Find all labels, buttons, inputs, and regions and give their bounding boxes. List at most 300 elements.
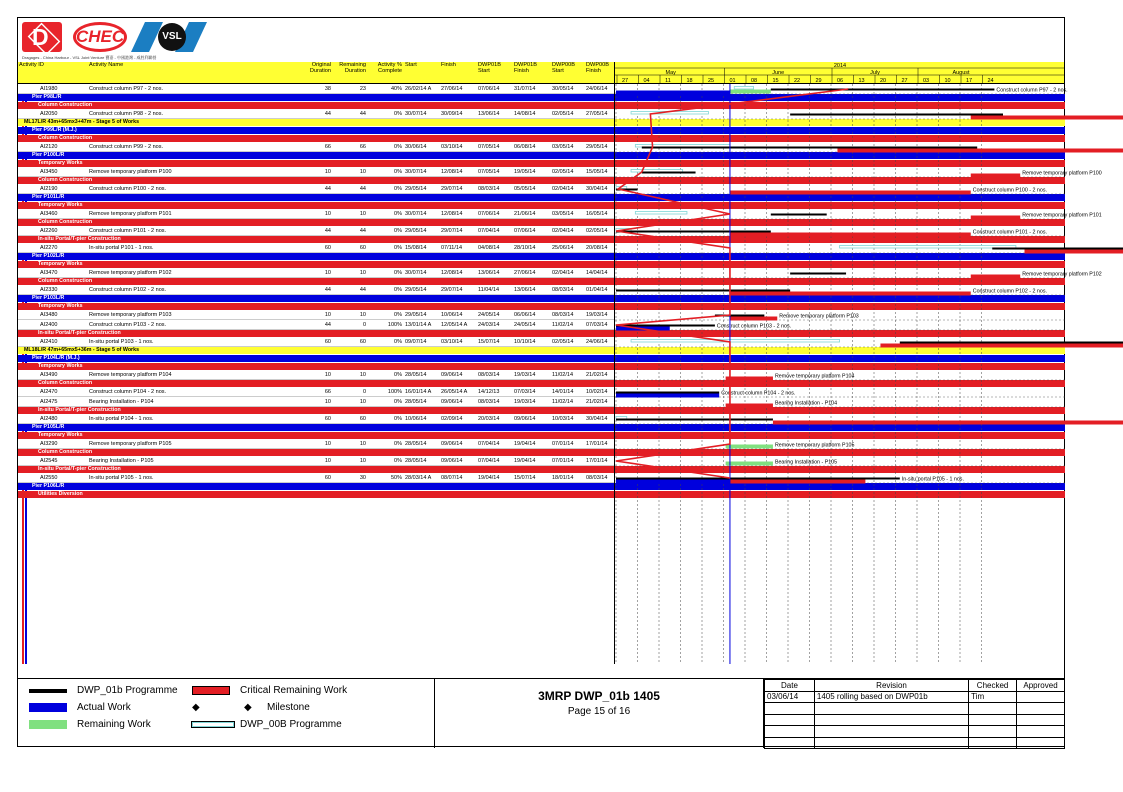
col-percent-complete[interactable]: Activity % Complete: [377, 62, 402, 74]
wbs-work-band[interactable]: Column Construction: [18, 135, 614, 142]
wbs-pier-band[interactable]: Pier P102L/R: [18, 253, 614, 260]
wbs-work-band[interactable]: Column Construction: [18, 278, 614, 285]
cell-start: 29/05/14: [405, 287, 427, 293]
timeline-year: 2014: [833, 63, 847, 69]
rev-empty-cell: [969, 726, 1017, 738]
cell-b1f: 19/05/14: [514, 169, 536, 175]
wbs-pier-band[interactable]: Pier P100L/R: [18, 152, 614, 159]
bar-critical[interactable]: [1025, 250, 1123, 254]
table-row[interactable]: [18, 184, 614, 194]
gantt-band: [615, 466, 1065, 473]
legend-swatch-programme: [29, 689, 67, 693]
gantt-band: [615, 449, 1065, 456]
cell-od: 66: [324, 144, 331, 150]
cell-b0s: 14/01/14: [552, 389, 574, 395]
bar-critical[interactable]: [730, 191, 971, 195]
timeline-month: July: [870, 70, 880, 76]
table-row[interactable]: [18, 310, 614, 320]
cell-rd: 44: [359, 287, 366, 293]
cell-b0s: 07/01/14: [552, 458, 574, 464]
gantt-band: [615, 94, 1065, 101]
cell-b1s: 08/03/14: [478, 372, 500, 378]
cell-pc: 0%: [394, 458, 402, 464]
cell-b1s: 07/06/14: [478, 211, 500, 217]
cell-od: 10: [324, 169, 331, 175]
cell-rd: 44: [359, 228, 366, 234]
cell-start: 26/02/14 A: [405, 86, 432, 92]
col-dwp01b-finish[interactable]: DWP01B Finish: [514, 62, 538, 74]
rev-empty-cell: [969, 714, 1017, 726]
table-row[interactable]: [18, 268, 614, 278]
gantt-band: [615, 491, 1065, 498]
cell-start: 28/05/14: [405, 458, 427, 464]
cell-b0f: 02/05/14: [586, 228, 608, 234]
cell-id: AI3460: [40, 211, 58, 217]
gantt-band: [615, 424, 1065, 431]
col-remaining-duration[interactable]: Remaining Duration: [339, 62, 366, 74]
col-finish[interactable]: Finish: [441, 62, 456, 68]
legend-label: Actual Work: [77, 702, 131, 713]
col-activity-id[interactable]: Activity ID: [19, 62, 44, 68]
bar-critical[interactable]: [773, 421, 1123, 425]
cell-finish: 12/08/14: [441, 169, 463, 175]
cell-od: 10: [324, 458, 331, 464]
bar-critical[interactable]: [726, 377, 773, 381]
legend-label: Remaining Work: [77, 719, 151, 730]
cell-rd: 60: [359, 339, 366, 345]
gantt-svg: [615, 84, 1102, 664]
bar-label: Construct column P104 - 2 nos.: [721, 390, 796, 397]
bar-critical[interactable]: [726, 404, 773, 408]
cell-b1f: 19/04/14: [514, 458, 536, 464]
table-row[interactable]: [18, 473, 614, 483]
cell-b1f: 15/07/14: [514, 475, 536, 481]
wbs-work-band[interactable]: Temporary Works: [18, 432, 614, 439]
bar-dwp00b[interactable]: [840, 246, 1016, 249]
bar-label: Remove temporary platform P103: [779, 313, 859, 320]
wbs-work-band[interactable]: Temporary Works: [18, 303, 614, 310]
cell-finish: 03/10/14: [441, 339, 463, 345]
wbs-pier-band[interactable]: Pier P105L/R: [18, 424, 614, 431]
cell-b1s: 07/06/14: [478, 86, 500, 92]
legend-swatch-remaining: [29, 720, 67, 729]
cell-start: 29/05/14: [405, 228, 427, 234]
revision-table: [764, 679, 1065, 749]
cell-b0f: 17/01/14: [586, 458, 608, 464]
cell-od: 60: [324, 245, 331, 251]
cell-pc: 0%: [394, 144, 402, 150]
table-row[interactable]: [18, 167, 614, 177]
cell-b0f: 01/04/14: [586, 287, 608, 293]
wbs-work-band[interactable]: Column Construction: [18, 177, 614, 184]
cell-finish: 09/06/14: [441, 441, 463, 447]
cell-od: 10: [324, 270, 331, 276]
vsl-logo: VSL: [138, 22, 204, 52]
joint-venture-subline: Dragages - China Harbour - VSL Joint Venture 寶嘉 - 中國港灣 - 威胜利聯營: [22, 55, 157, 60]
wbs-stage-band[interactable]: ML17L/R 43m+65mx3+47m - Stage 5 of Works: [18, 119, 614, 126]
cell-b1f: 24/05/14: [514, 322, 536, 328]
table-row[interactable]: [18, 370, 614, 380]
cell-name: Construct column P103 - 2 nos.: [89, 322, 167, 328]
gantt-band: [615, 160, 1065, 167]
cell-finish: 10/06/14: [441, 312, 463, 318]
rev-empty-cell: [969, 703, 1017, 715]
col-start[interactable]: Start: [405, 62, 417, 68]
bar-dwp00b[interactable]: [631, 340, 840, 343]
bar-dwp00b[interactable]: [734, 87, 753, 90]
bar-programme[interactable]: [771, 214, 827, 216]
cell-id: AI3450: [40, 169, 58, 175]
cell-b1f: 09/06/14: [514, 416, 536, 422]
cell-b1s: 19/04/14: [478, 475, 500, 481]
cell-b0f: 19/03/14: [586, 312, 608, 318]
cell-id: AI2330: [40, 287, 58, 293]
rev-empty-cell: [814, 726, 968, 738]
wbs-pier-band[interactable]: Pier P99L/R (M.J.): [18, 127, 614, 134]
bar-programme[interactable]: [616, 290, 790, 292]
cell-b1s: 07/04/14: [478, 458, 500, 464]
bar-label: Remove temporary platform P104: [774, 373, 855, 380]
bar-critical[interactable]: [730, 317, 777, 321]
table-row[interactable]: [18, 414, 614, 424]
wbs-pier-band[interactable]: Pier P106L/R: [18, 483, 614, 490]
table-row[interactable]: [18, 109, 614, 119]
wbs-stage-band[interactable]: ML18L/R 47m+65mx5+36m - Stage 5 of Works: [18, 347, 614, 354]
timeline-week: 25: [707, 78, 715, 84]
bar-programme[interactable]: [616, 325, 715, 327]
cell-rd: 60: [359, 245, 366, 251]
cell-name: Construct column P102 - 2 nos.: [89, 287, 167, 293]
cell-b1s: 13/06/14: [478, 270, 500, 276]
cell-od: 10: [324, 312, 331, 318]
wbs-pier-band[interactable]: Pier P103L/R: [18, 295, 614, 302]
cell-finish: 27/06/14: [441, 86, 463, 92]
cell-b1s: 24/03/14: [478, 322, 500, 328]
cell-id: AI2410: [40, 339, 58, 345]
cell-b0s: 08/03/14: [552, 287, 574, 293]
cell-b1f: 05/05/14: [514, 186, 536, 192]
bar-programme[interactable]: [642, 147, 977, 149]
cell-b1f: 07/06/14: [514, 228, 536, 234]
cell-b0f: 08/03/14: [586, 475, 608, 481]
cell-rd: 10: [359, 211, 366, 217]
gantt-band: [615, 135, 1065, 142]
rev-empty-cell: [765, 714, 815, 726]
table-row[interactable]: [18, 320, 614, 330]
legend-swatch-actual: [29, 703, 67, 712]
cell-od: 60: [324, 416, 331, 422]
bar-remaining[interactable]: [726, 462, 773, 466]
legend-label: Milestone: [267, 702, 310, 713]
wbs-work-band[interactable]: In-situ Portal/T-pier Construction: [18, 236, 614, 243]
cell-b0f: 21/02/14: [586, 372, 608, 378]
bar-actual[interactable]: [616, 91, 730, 95]
cell-start: 28/03/14 A: [405, 475, 432, 481]
bar-programme[interactable]: [790, 114, 1003, 116]
cell-b1s: 20/03/14: [478, 416, 500, 422]
cell-pc: 0%: [394, 169, 402, 175]
bar-critical[interactable]: [730, 480, 865, 484]
cell-b1f: 06/08/14: [514, 144, 536, 150]
cell-b0f: 17/01/14: [586, 441, 608, 447]
bar-programme[interactable]: [790, 273, 846, 275]
bar-critical[interactable]: [971, 216, 1020, 220]
milestone-icon: ◆: [244, 702, 252, 713]
col-dwp00b-finish[interactable]: DWP00B Finish: [586, 62, 610, 74]
cell-finish: 12/08/14: [441, 211, 463, 217]
cell-finish: 03/10/14: [441, 144, 463, 150]
wbs-work-band[interactable]: In-situ Portal/T-pier Construction: [18, 407, 614, 414]
bar-label: Remove temporary platform P101: [1022, 212, 1102, 219]
cell-b0s: 11/02/14: [552, 372, 574, 378]
rev-empty-cell: [1017, 726, 1065, 738]
cell-od: 44: [324, 111, 331, 117]
col-activity-name[interactable]: Activity Name: [89, 62, 124, 68]
cell-b0f: 29/05/14: [586, 144, 608, 150]
bar-label: Construct column P97 - 2 nos.: [996, 87, 1068, 94]
cell-finish: 12/05/14 A: [441, 322, 468, 328]
bar-critical[interactable]: [837, 149, 1123, 153]
wbs-work-band[interactable]: Temporary Works: [18, 202, 614, 209]
gantt-band: [615, 407, 1065, 414]
timeline-week: 10: [944, 78, 951, 84]
timeline-month: August: [952, 70, 970, 76]
cell-id: AI2475: [40, 399, 58, 405]
cell-pc: 0%: [394, 287, 402, 293]
timeline-week: 18: [686, 78, 693, 84]
bar-programme[interactable]: [771, 89, 995, 91]
gantt-band: [615, 347, 1065, 354]
gantt-band: [615, 253, 1065, 260]
cell-name: In-situ portal P103 - 1 nos.: [89, 339, 154, 345]
cell-pc: 0%: [394, 228, 402, 234]
bar-label: Bearing Installation - P105: [774, 459, 838, 466]
cell-b1s: 24/05/14: [478, 312, 500, 318]
rev-header-date: Date: [765, 680, 815, 692]
cell-pc: 0%: [394, 312, 402, 318]
bar-label: Construct column P103 - 2 nos.: [716, 323, 792, 330]
title-block: [434, 679, 764, 748]
table-row[interactable]: [18, 243, 614, 253]
rev-empty-cell: [1017, 703, 1065, 715]
table-row[interactable]: [18, 439, 614, 449]
cell-rd: 0: [362, 322, 366, 328]
cell-id: AI2400: [40, 322, 58, 328]
cell-b0s: 02/04/14: [552, 186, 574, 192]
cell-start: 10/06/14: [405, 416, 427, 422]
cell-start: 30/07/14: [405, 211, 427, 217]
wbs-pier-band[interactable]: Pier P101L/R: [18, 194, 614, 201]
cell-start: 30/07/14: [405, 111, 427, 117]
gantt-chart: [614, 84, 1102, 664]
cell-name: Construct column P100 - 2 nos.: [89, 186, 167, 192]
cell-start: 09/07/14: [405, 339, 427, 345]
col-dwp01b-start[interactable]: DWP01B Start: [478, 62, 502, 74]
cell-b0s: 02/05/14: [552, 111, 574, 117]
wbs-work-band[interactable]: Temporary Works: [18, 261, 614, 268]
table-row[interactable]: [18, 285, 614, 295]
cell-b1f: 28/10/14: [514, 245, 536, 251]
cell-od: 38: [324, 86, 331, 92]
bar-programme[interactable]: [616, 231, 771, 233]
cell-b0s: 30/05/14: [552, 86, 574, 92]
cell-od: 66: [324, 389, 331, 395]
cell-b0s: 11/02/14: [552, 322, 574, 328]
cell-b0s: 03/05/14: [552, 211, 574, 217]
cell-b1s: 13/06/14: [478, 111, 500, 117]
bar-programme[interactable]: [900, 342, 1123, 344]
cell-b1s: 07/04/14: [478, 441, 500, 447]
timeline-week: 29: [815, 78, 822, 84]
timeline-week: 15: [772, 78, 779, 84]
table-row[interactable]: [18, 456, 614, 466]
cell-b1s: 14/12/13: [478, 389, 500, 395]
bar-critical[interactable]: [971, 174, 1020, 178]
cell-b0s: 07/01/14: [552, 441, 574, 447]
rev-empty-cell: [765, 737, 815, 749]
cell-id: AI2050: [40, 111, 58, 117]
cell-name: Construct column P104 - 2 nos.: [89, 389, 167, 395]
bar-critical[interactable]: [730, 292, 971, 296]
cell-b0s: 02/04/14: [552, 228, 574, 234]
cell-start: 28/05/14: [405, 441, 427, 447]
cell-rd: 10: [359, 169, 366, 175]
cell-start: 15/08/14: [405, 245, 427, 251]
bar-critical[interactable]: [971, 275, 1020, 279]
cell-start: 28/05/14: [405, 372, 427, 378]
cell-rd: 10: [359, 270, 366, 276]
bar-actual[interactable]: [616, 480, 730, 484]
cell-b0f: 20/08/14: [586, 245, 608, 251]
wbs-work-band[interactable]: Utilities Diversion: [18, 491, 614, 498]
cell-id: AI3470: [40, 270, 58, 276]
cell-finish: 07/11/14: [441, 245, 463, 251]
rev-empty-cell: [969, 737, 1017, 749]
cell-id: AI2545: [40, 458, 58, 464]
cell-start: 29/05/14: [405, 312, 427, 318]
cell-pc: 50%: [390, 475, 402, 481]
wbs-pier-band[interactable]: Pier P104L/R (M.J.): [18, 355, 614, 362]
cell-rd: 10: [359, 372, 366, 378]
bar-label: Remove temporary platform P102: [1022, 271, 1102, 278]
gantt-band: [615, 330, 1065, 337]
timeline-month: June: [772, 70, 785, 76]
wbs-work-band[interactable]: Temporary Works: [18, 363, 614, 370]
cell-pc: 100%: [387, 322, 402, 328]
rev-empty-cell: [765, 703, 815, 715]
bar-programme[interactable]: [616, 419, 773, 421]
wbs-work-band[interactable]: Column Construction: [18, 219, 614, 226]
cell-start: 30/06/14: [405, 144, 427, 150]
cell-name: In-situ portal P104 - 1 nos.: [89, 416, 154, 422]
gantt-band: [615, 102, 1065, 109]
bar-programme[interactable]: [616, 392, 719, 394]
col-original-duration[interactable]: Original Duration: [309, 62, 331, 74]
legend-label: DWP_01b Programme: [77, 685, 178, 696]
cell-b1s: 07/05/14: [478, 169, 500, 175]
bar-label: Bearing Installation - P104: [774, 400, 838, 407]
bar-critical[interactable]: [880, 344, 1123, 348]
wbs-work-band[interactable]: Column Construction: [18, 380, 614, 387]
bar-label: Construct column P100 - 2 nos.: [972, 187, 1047, 194]
bar-dwp00b[interactable]: [635, 212, 687, 215]
wbs-work-band[interactable]: Column Construction: [18, 102, 614, 109]
cell-b0s: 03/05/14: [552, 144, 574, 150]
cell-b0s: 02/05/14: [552, 339, 574, 345]
gantt-band: [615, 278, 1065, 285]
cell-b1s: 11/04/14: [478, 287, 500, 293]
bar-remaining[interactable]: [730, 90, 771, 94]
cell-id: AI3490: [40, 372, 58, 378]
page-number: Page 15 of 16: [567, 706, 631, 717]
cell-rd: 60: [359, 416, 366, 422]
cell-name: Remove temporary platform P100: [89, 169, 172, 175]
cell-rd: 0: [362, 389, 366, 395]
cell-pc: 0%: [394, 245, 402, 251]
bar-critical[interactable]: [971, 116, 1123, 120]
cell-pc: 100%: [387, 389, 402, 395]
timeline-week: 03: [922, 78, 930, 84]
cell-id: AI3480: [40, 312, 58, 318]
cell-start: 30/07/14: [405, 270, 427, 276]
cell-od: 60: [324, 339, 331, 345]
table-row[interactable]: [18, 387, 614, 397]
bar-programme[interactable]: [992, 248, 1123, 250]
cell-b0s: 10/03/14: [552, 416, 574, 422]
bar-programme[interactable]: [642, 172, 696, 174]
bar-critical[interactable]: [730, 233, 971, 237]
schedule-title: 3MRP DWP_01b 1405: [538, 689, 660, 703]
wbs-work-band[interactable]: Temporary Works: [18, 160, 614, 167]
table-row[interactable]: [18, 84, 614, 94]
bar-remaining[interactable]: [726, 445, 773, 449]
cell-b1f: 10/10/14: [514, 339, 536, 345]
cell-rd: 10: [359, 312, 366, 318]
cell-b0f: 24/06/14: [586, 339, 608, 345]
wbs-work-band[interactable]: In-situ Portal/T-pier Construction: [18, 330, 614, 337]
wbs-pier-band[interactable]: Pier P98L/R: [18, 94, 614, 101]
wbs-work-band[interactable]: In-situ Portal/T-pier Construction: [18, 466, 614, 473]
col-dwp00b-start[interactable]: DWP00B Start: [552, 62, 576, 74]
table-row[interactable]: [18, 226, 614, 236]
cell-id: AI2550: [40, 475, 58, 481]
cell-rd: 66: [359, 144, 366, 150]
cell-pc: 0%: [394, 339, 402, 345]
table-row[interactable]: [18, 142, 614, 152]
table-row[interactable]: [18, 397, 614, 407]
timeline-week: 20: [879, 78, 887, 84]
cell-b0f: 15/05/14: [586, 169, 608, 175]
cell-b1f: 14/08/14: [514, 111, 536, 117]
rev-header-checked: Checked: [969, 680, 1017, 692]
bar-label: Remove temporary platform P105: [774, 442, 855, 449]
table-row[interactable]: [18, 209, 614, 219]
gantt-band: [615, 355, 1065, 362]
wbs-work-band[interactable]: Column Construction: [18, 449, 614, 456]
bar-actual[interactable]: [616, 394, 719, 398]
cell-b1f: 07/03/14: [514, 389, 536, 395]
cell-finish: 29/07/14: [441, 287, 463, 293]
dragages-logo: D: [22, 22, 62, 52]
table-row[interactable]: [18, 337, 614, 347]
cell-finish: 30/09/14: [441, 111, 463, 117]
timeline-week: 11: [665, 78, 671, 84]
bar-programme[interactable]: [616, 478, 900, 480]
gantt-band: [615, 363, 1065, 370]
cell-b1s: 08/03/14: [478, 186, 500, 192]
cell-b1f: 19/04/14: [514, 441, 536, 447]
cell-b0f: 10/02/14: [586, 389, 608, 395]
